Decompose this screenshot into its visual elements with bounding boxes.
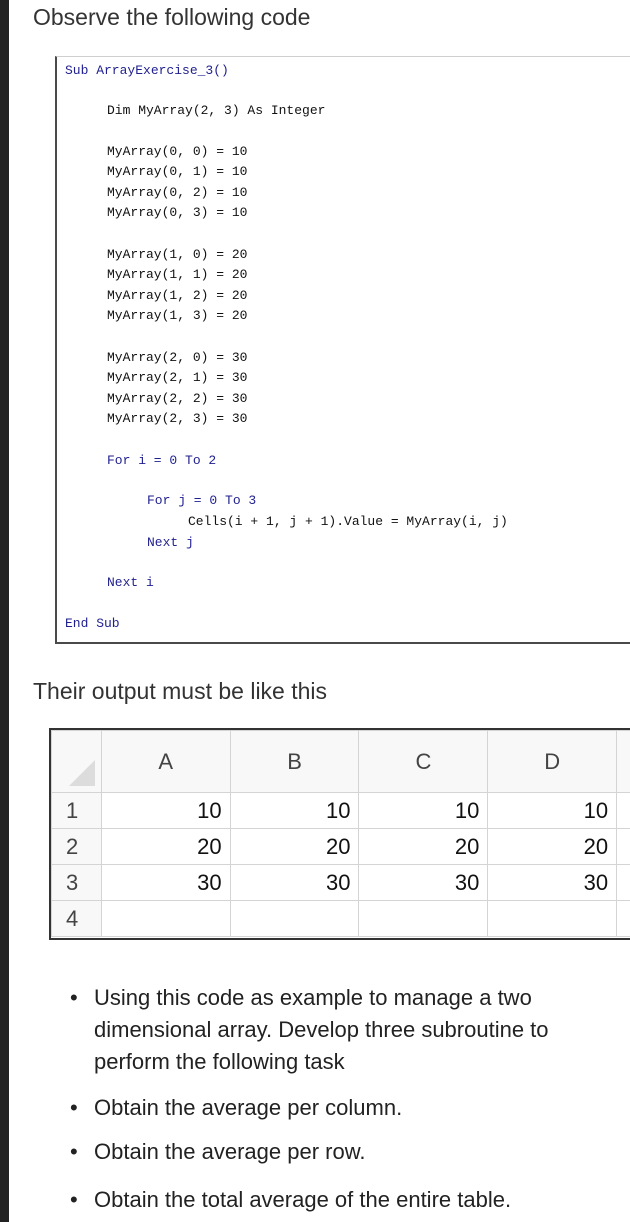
cell[interactable]	[617, 793, 630, 829]
cell[interactable]	[617, 829, 630, 865]
row-header-4[interactable]: 4	[52, 901, 102, 937]
column-header-c[interactable]: C	[359, 731, 488, 793]
code-line: End Sub	[65, 616, 120, 631]
row-header-2[interactable]: 2	[52, 829, 102, 865]
code-line: MyArray(0, 1) = 10	[107, 164, 248, 179]
cell[interactable]: 30	[359, 865, 488, 901]
list-item	[70, 1184, 610, 1216]
cell[interactable]	[617, 901, 630, 937]
cell[interactable]: 20	[230, 829, 359, 865]
bullet-icon: •	[70, 1095, 78, 1120]
cell[interactable]	[488, 901, 617, 937]
bullet-icon: •	[70, 1187, 78, 1212]
cell[interactable]: 20	[101, 829, 230, 865]
list-item	[70, 1092, 610, 1124]
code-line: For j = 0 To 3	[147, 493, 257, 508]
table-row	[52, 865, 630, 901]
cell[interactable]: 10	[101, 793, 230, 829]
cell[interactable]	[101, 901, 230, 937]
cell[interactable]: 10	[230, 793, 359, 829]
table-row	[52, 793, 630, 829]
column-header-d[interactable]: D	[488, 731, 617, 793]
cell[interactable]: 10	[488, 793, 617, 829]
list-item-text: Obtain the average per column.	[94, 1095, 403, 1120]
cell[interactable]: 10	[359, 793, 488, 829]
code-line: Dim MyArray(2, 3) As Integer	[107, 103, 326, 118]
code-line: MyArray(0, 2) = 10	[107, 185, 248, 200]
spreadsheet-grid	[49, 728, 630, 940]
code-line: MyArray(1, 3) = 20	[107, 308, 248, 323]
select-all-triangle-icon	[69, 760, 95, 786]
code-line: Next i	[107, 575, 154, 590]
cell[interactable]: 30	[101, 865, 230, 901]
code-line: Cells(i + 1, j + 1).Value = MyArray(i, j)	[188, 514, 508, 529]
cell[interactable]: 30	[230, 865, 359, 901]
left-border	[0, 0, 9, 1222]
code-line: MyArray(2, 3) = 30	[107, 411, 248, 426]
code-line: MyArray(0, 3) = 10	[107, 205, 248, 220]
code-line: Sub ArrayExercise_3()	[65, 63, 229, 78]
select-all-corner[interactable]	[52, 731, 102, 793]
column-header-extra[interactable]	[617, 731, 630, 793]
column-header-b[interactable]: B	[230, 731, 359, 793]
list-item-text: Obtain the total average of the entire table.	[94, 1187, 512, 1212]
list-item-text: Using this code as example to manage a two dimensional array. Develop three subroutine to perform the following task	[94, 985, 549, 1074]
list-item-text: Obtain the average per row.	[94, 1139, 366, 1164]
list-item	[70, 982, 610, 1078]
code-line: MyArray(2, 2) = 30	[107, 391, 248, 406]
code-line: MyArray(1, 2) = 20	[107, 288, 248, 303]
code-block	[55, 56, 630, 644]
code-line: For i = 0 To 2	[107, 453, 217, 468]
code-line: MyArray(0, 0) = 10	[107, 144, 248, 159]
bullet-icon: •	[70, 985, 78, 1010]
row-header-1[interactable]: 1	[52, 793, 102, 829]
heading-observe-code: Observe the following code	[33, 4, 311, 30]
code-line: Next j	[147, 535, 194, 550]
code-line: MyArray(1, 1) = 20	[107, 267, 248, 282]
row-header-3[interactable]: 3	[52, 865, 102, 901]
cell[interactable]	[617, 865, 630, 901]
code-line: MyArray(2, 0) = 30	[107, 350, 248, 365]
heading-output: Their output must be like this	[33, 678, 328, 704]
list-item	[70, 1136, 610, 1168]
code-line: MyArray(1, 0) = 20	[107, 247, 248, 262]
cell[interactable]: 30	[488, 865, 617, 901]
code-line: MyArray(2, 1) = 30	[107, 370, 248, 385]
task-list	[70, 982, 610, 1216]
cell[interactable]	[230, 901, 359, 937]
cell[interactable]	[359, 901, 488, 937]
table-row	[52, 829, 630, 865]
table-row	[52, 901, 630, 937]
column-header-a[interactable]: A	[101, 731, 230, 793]
bullet-icon: •	[70, 1139, 78, 1164]
cell[interactable]: 20	[359, 829, 488, 865]
cell[interactable]: 20	[488, 829, 617, 865]
